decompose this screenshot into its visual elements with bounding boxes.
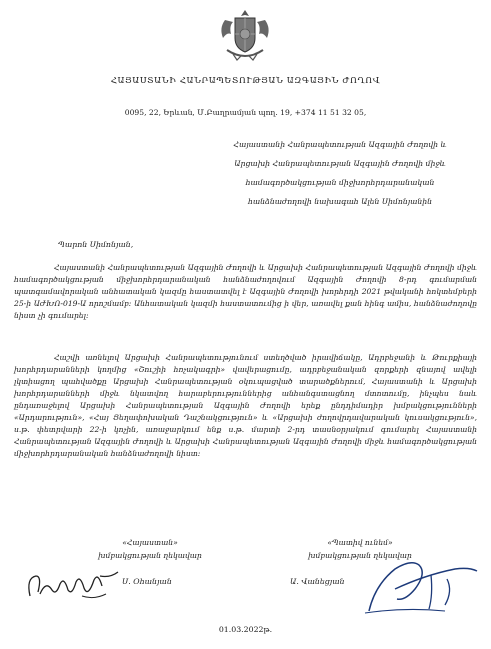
- address-line: 0095, 22, Երևան, Մ.Բաղրամյան պող. 19, +374 11 51 32 05,: [124, 108, 367, 117]
- armenian-coat-of-arms-icon: [215, 6, 275, 62]
- right-signatory-name: Ա. Վանեցյան: [290, 577, 345, 586]
- left-role: խմբակցության ղեկավար: [98, 551, 202, 560]
- body-paragraph-2: Հաշվի առնելով Արցախի Հանրապետությունում ստեղծված իրավիճակը, Ադրբեջանի և Թուրքիայի խորհրդարանների կողմից «Շուշիի հռչակագրի» վավերացումը, ադրբեջանական զորքերի զնայով ավելի լկտիացող պահվածքը Արցախի Հանրապետության օկուպացված տարածքներում, Հայաստանի և Արցախի խորհրդարանների միջև նկատվող հարաբերություններից անհանգստացնող մտոտումը, ինչպես նաև ընդառաջելով Արցախի Հանրապետության Ազգային Ժողովի երեք ընդդիմադիր խմբակցությունների «Արդարություն», «Հայ Յեղափոխական Դաշնակցություն» և «Արցախի ժողովրդավարական կուսակցություն», ս.թ. փետրվարի 22-ի կոչին, առաջարկում ենք ս.թ. մարտի 2-րդ տասնօրյակում գումարել Հայաստանի Հանրապետության Ազգային Ժողովի և Արցախի Հանրապետության Ազգային Ժողովի միջև համագործակցության միջխորհրդարանական հանձնաժողովի նիստ:: [14, 353, 477, 458]
- right-handwritten-signature: [335, 555, 485, 617]
- recipient-line: համագործակցության միջխորհրդարանական: [245, 178, 435, 187]
- recipient-line: Հայաստանի Հանրապետության Ազգային Ժողովի և: [233, 140, 447, 149]
- left-signatory-name: Ս. Օհանյան: [122, 577, 172, 586]
- left-signatory-title: [90, 536, 210, 562]
- recipient-line: Արցախի Հանրապետության Ազգային Ժողովի միջև: [234, 159, 446, 168]
- recipient-block: [200, 135, 480, 211]
- right-role: խմբակցության ղեկավար: [308, 551, 412, 560]
- right-faction-name: «Պատիվ ունեմ»: [327, 538, 393, 547]
- body-paragraph-1: Հայաստանի Հանրապետության Ազգային Ժողովի և Արցախի Հանրապետության Ազգային Ժողովի միջև համագործակցության միջխորհրդարանական հանձնաժողովում Ազգային Ժողովի 8-րդ գումարման պատգամավորական անհատական կազմը հաստատվել է Ազգային Ժողովի խորհրդի 2021 թվականի հոկտեմբերի 25-ի ԱԺԽՈ-019-Ա որոշմամբ: Անհատական կազմի հաստատումից ի վեր, առավել քան հինգ ամիս, հանձնաժողովը նիստ չի գումարել:: [14, 263, 477, 320]
- greeting: Պարոն Սիմոնյան,: [58, 240, 134, 249]
- left-faction-name: «Հայաստան»: [122, 538, 178, 547]
- recipient-line: հանձնաժողովի նախագահ Ալեն Սիմոնյանին: [247, 197, 433, 206]
- left-handwritten-signature: [24, 566, 124, 608]
- letter-date: 01.03.2022թ.: [218, 625, 273, 634]
- organization-title: ՀԱՅԱՍՏԱՆԻ ՀԱՆՐԱՊԵՏՈՒԹՅԱՆ ԱԶԳԱՅԻՆ ԺՈՂՈՎ: [110, 76, 381, 86]
